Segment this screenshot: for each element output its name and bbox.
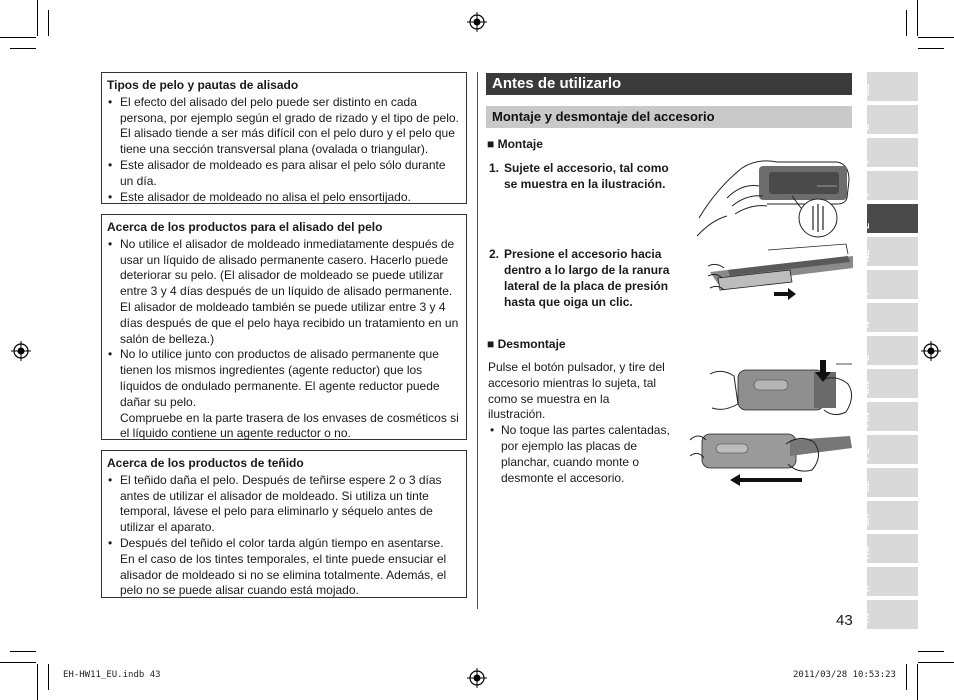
- language-tab-fin[interactable]: [861, 402, 918, 431]
- bullet-list: [107, 95, 461, 206]
- language-tab-h[interactable]: [861, 567, 918, 596]
- crop-mark: [48, 10, 49, 36]
- step-number: 1.: [489, 161, 500, 175]
- language-tab-label: DK: [861, 381, 871, 394]
- column-divider: [477, 72, 478, 609]
- straightening-products-box: [101, 214, 467, 440]
- crop-mark: [10, 48, 36, 49]
- language-tab-label: F: [861, 157, 871, 163]
- crop-mark: [917, 0, 918, 36]
- language-tab-tr[interactable]: [861, 600, 918, 629]
- language-tab-label: PL: [861, 448, 871, 460]
- language-tab-e[interactable]: [861, 204, 918, 233]
- language-tab-label: S: [861, 354, 871, 361]
- language-tab-label: GB: [861, 83, 871, 97]
- step-text: Sujete el accesorio, tal como se muestra en la ilustración.: [504, 161, 669, 191]
- list-item: • No toque las partes calentadas, por ejemplo las placas de planchar, cuando monte o desmonte el accesorio.: [488, 423, 670, 486]
- crop-mark: [37, 664, 38, 700]
- language-tab-ro[interactable]: [861, 534, 918, 563]
- language-tab-dk[interactable]: [861, 369, 918, 398]
- language-tab-sk[interactable]: [861, 501, 918, 530]
- desmontaje-text: Pulse el botón pulsador, y tire del accesorio mientras lo sujeta, tal como se muestra en la ilustración.: [488, 360, 665, 422]
- detach-pull-illustration: [690, 426, 856, 490]
- dye-products-box: [101, 450, 467, 598]
- registration-mark-icon: [467, 12, 487, 32]
- language-tab-d[interactable]: [861, 105, 918, 134]
- desmontaje-instructions: [488, 360, 670, 486]
- language-tab-gb[interactable]: [861, 72, 918, 101]
- registration-mark-icon: [11, 341, 31, 361]
- registration-mark-icon: [921, 341, 941, 361]
- language-tab-label: P: [861, 288, 871, 295]
- desmontaje-label: ■ Desmontaje: [487, 337, 566, 351]
- language-tab-label: H: [861, 585, 871, 592]
- bullet-list: [107, 237, 461, 442]
- language-tab-n[interactable]: [861, 303, 918, 332]
- box-title: Tipos de pelo y pautas de alisado: [107, 78, 299, 92]
- crop-mark: [37, 0, 38, 36]
- list-item: • Este alisador de moldeado es para alisar el pelo sólo durante un día.: [107, 158, 461, 190]
- list-item: • Después del teñido el color tarda algún tiempo en asentarse. En el caso de los tintes temporales, el tinte puede ensuciar el alisador de moldeado si no se elimina totalmente. Además, el pelo no se puede alisar cuando está mojado.: [107, 536, 461, 599]
- step-text: Presione el accesorio hacia dentro a lo largo de la ranura lateral de la placa de presión hasta que oiga un clic.: [504, 247, 670, 309]
- list-item-note: Compruebe en la parte trasera de los envases de cosméticos si el líquido contiene un agente reductor o no.: [120, 410, 459, 441]
- language-tab-nl[interactable]: [861, 237, 918, 266]
- crop-mark: [918, 662, 954, 663]
- language-tab-label: TR: [861, 613, 871, 625]
- language-tab-cz[interactable]: [861, 468, 918, 497]
- montaje-label: ■ Montaje: [487, 137, 543, 151]
- step-number: 2.: [489, 247, 500, 261]
- list-item: [107, 347, 461, 442]
- language-tab-label: CZ: [861, 481, 871, 493]
- crop-mark: [906, 664, 907, 690]
- step-2: [489, 246, 671, 310]
- language-tab-label: FIN: [861, 412, 871, 427]
- language-tab-label: SK: [861, 513, 871, 526]
- detach-press-illustration: [710, 360, 856, 420]
- attach-hold-illustration: [697, 158, 855, 240]
- language-tab-f[interactable]: [861, 138, 918, 167]
- step-1: [489, 160, 671, 192]
- crop-mark: [918, 48, 944, 49]
- list-item: • No utilice el alisador de moldeado inmediatamente después de usar un líquido de alisado permanente casero. Hacerlo puede deteriorar su pelo. (El alisador de moldeado se puede utilizar entre 3 y 4 días después de un líquido de alisado permanente. El alisador de moldeado también se puede utilizar entre 3 y 4 días después de que el pelo haya recibido un tratamiento en un salón de belleza.): [107, 237, 461, 348]
- bullet-list: [488, 423, 670, 486]
- crop-mark: [10, 651, 36, 652]
- page-number: 43: [836, 612, 853, 629]
- language-tab-label: D: [861, 123, 871, 130]
- language-tabs: [861, 72, 918, 633]
- crop-mark: [918, 651, 944, 652]
- language-tab-s[interactable]: [861, 336, 918, 365]
- crop-mark: [906, 10, 907, 36]
- language-tab-i[interactable]: [861, 171, 918, 200]
- list-item-text: No lo utilice junto con productos de alisado permanente que tienen los mismos ingredientes (agente reductor) que los líquidos de ondulado permanente. El agente reductor puede dañar su pelo.: [120, 347, 440, 409]
- hair-types-box: [101, 72, 467, 204]
- footer-datetime: 2011/03/28 10:53:23: [793, 670, 896, 680]
- box-title: Acerca de los productos para el alisado del pelo: [107, 220, 383, 234]
- language-tab-label: E: [861, 222, 871, 229]
- registration-mark-icon: [467, 668, 487, 688]
- language-tab-label: RO: [861, 545, 871, 559]
- attach-slide-illustration: [708, 242, 856, 302]
- crop-mark: [0, 662, 36, 663]
- list-item: • Este alisador de moldeado no alisa el pelo ensortijado.: [107, 190, 461, 206]
- language-tab-p[interactable]: [861, 270, 918, 299]
- list-item: • El teñido daña el pelo. Después de teñirse espere 2 o 3 días antes de utilizar el alisador de moldeado. Si utiliza un tinte temporal, lávese el pelo para eliminarlo y séquelo antes de utilizar el aparato.: [107, 473, 461, 536]
- crop-mark: [918, 37, 954, 38]
- bullet-list: [107, 473, 461, 599]
- language-tab-label: NL: [861, 250, 871, 262]
- box-title: Acerca de los productos de teñido: [107, 456, 304, 470]
- crop-mark: [0, 37, 36, 38]
- language-tab-pl[interactable]: [861, 435, 918, 464]
- section-subheading: Montaje y desmontaje del accesorio: [486, 106, 852, 128]
- list-item: • El efecto del alisado del pelo puede ser distinto en cada persona, por ejemplo según el grado de rizado y el tipo de pelo. El alisado tiende a ser más difícil con el pelo duro y el pelo que tiene una sección transversal plana (ovalada o triangular).: [107, 95, 461, 158]
- footer-file: EH-HW11_EU.indb 43: [63, 670, 161, 680]
- section-heading: Antes de utilizarlo: [486, 73, 852, 95]
- crop-mark: [48, 664, 49, 690]
- language-tab-label: N: [861, 321, 871, 328]
- language-tab-label: I: [861, 193, 871, 196]
- crop-mark: [917, 664, 918, 700]
